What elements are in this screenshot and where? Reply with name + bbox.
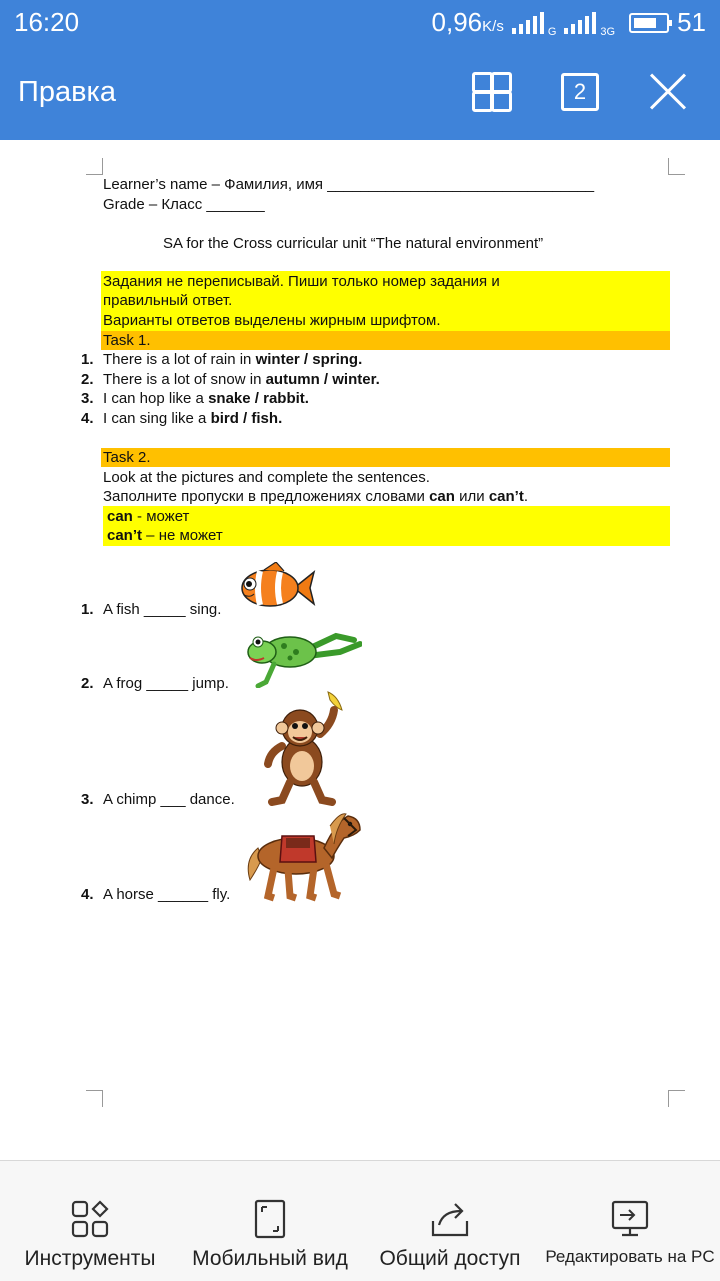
- page-count-icon[interactable]: 2: [561, 73, 599, 111]
- document-page: Learner’s name – Фамилия, имя ________________________________ Grade – Класс _______ SA for the Cross curricular unit “The natural environment” Задания не переписывай. Пиши только номер задания и правильный ответ. Варианты ответов выделены жирным шрифтом. Task 1. 1. There is a lot of rain in winter / spring. 2. There is a lot of snow in autumn / winter. 3. I can hop like a snake / rabbit. 4. I can sing like a bird / fish. Task 2. Look at the pictures and complete the sentences. Заполните пропуски в предложениях словами can или can’t. can - может can’t – не может 1. A fish _____ sing. 2. A frog _____ jump. 3. A chimp ___ dance. 4. A horse ______ fly.: [0, 140, 720, 1160]
- network-type-1: G: [547, 26, 557, 38]
- horse-picture: [244, 808, 364, 902]
- mobile-view-button[interactable]: [180, 1161, 360, 1281]
- status-time: 16:20: [14, 7, 80, 37]
- task2-heading: Task 2.: [103, 449, 151, 466]
- page-corner-mark: [668, 158, 685, 175]
- page-corner-mark: [668, 1090, 685, 1107]
- share-button[interactable]: [360, 1161, 540, 1281]
- item-number: 1.: [81, 601, 94, 618]
- notice-line-2: правильный ответ.: [103, 292, 233, 309]
- sentence-fish: A fish _____ sing.: [103, 601, 222, 618]
- close-icon[interactable]: [648, 72, 688, 112]
- definition-cant: can’t – не может: [107, 527, 223, 544]
- mobile-view-icon: [253, 1199, 287, 1239]
- toolbar-title: Правка: [18, 76, 116, 108]
- sentence-chimp: A chimp ___ dance.: [103, 791, 235, 808]
- edit-on-pc-label: Редактировать на PC: [545, 1247, 715, 1266]
- item-number: 2.: [81, 675, 94, 692]
- task2-instructions-en: Look at the pictures and complete the sentences.: [103, 469, 430, 486]
- network-type-2: 3G: [600, 26, 616, 38]
- tools-icon: [70, 1199, 110, 1239]
- task1-highlight: [101, 331, 670, 350]
- tools-button[interactable]: [0, 1161, 180, 1281]
- status-right: [432, 7, 706, 38]
- task1-heading: Task 1.: [103, 332, 151, 349]
- mobile-view-label: Мобильный вид: [192, 1247, 348, 1270]
- status-bar: [0, 0, 720, 44]
- share-icon: [429, 1199, 471, 1239]
- sa-title: SA for the Cross curricular unit “The natural environment”: [163, 235, 544, 252]
- task2-instructions-ru: Заполните пропуски в предложениях словами can или can’t.: [103, 488, 528, 505]
- page-corner-mark: [86, 1090, 103, 1107]
- fish-picture: [236, 562, 316, 614]
- sentence-frog: A frog _____ jump.: [103, 675, 229, 692]
- definition-can: can - может: [107, 508, 190, 525]
- learner-name-line: Learner’s name – Фамилия, имя ________________________________: [103, 176, 595, 193]
- share-label: Общий доступ: [379, 1247, 521, 1270]
- top-bar: [0, 0, 720, 140]
- edit-on-pc-button[interactable]: [540, 1161, 720, 1281]
- battery-icon: [629, 13, 669, 33]
- task2-highlight: [101, 448, 670, 467]
- bottom-toolbar: [0, 1160, 720, 1281]
- sentence-horse: A horse ______ fly.: [103, 886, 231, 903]
- tools-label: Инструменты: [24, 1247, 156, 1270]
- edit-on-pc-icon: [610, 1199, 650, 1239]
- notice-line-3: Варианты ответов выделены жирным шрифтом.: [103, 312, 441, 329]
- grid-view-icon[interactable]: [472, 72, 512, 112]
- signal-2-icon: [564, 12, 596, 34]
- item-number: 4.: [81, 886, 94, 903]
- chimp-picture: [262, 690, 358, 806]
- grade-line: Grade – Класс _______: [103, 196, 265, 213]
- notice-line-1: Задания не переписывай. Пиши только номер задания и: [103, 273, 500, 290]
- frog-picture: [244, 622, 362, 688]
- signal-1-icon: [512, 12, 544, 34]
- page-corner-mark: [86, 158, 103, 175]
- battery-level: 51: [677, 7, 706, 37]
- item-number: 3.: [81, 791, 94, 808]
- network-speed: 0,96K/s: [431, 7, 504, 37]
